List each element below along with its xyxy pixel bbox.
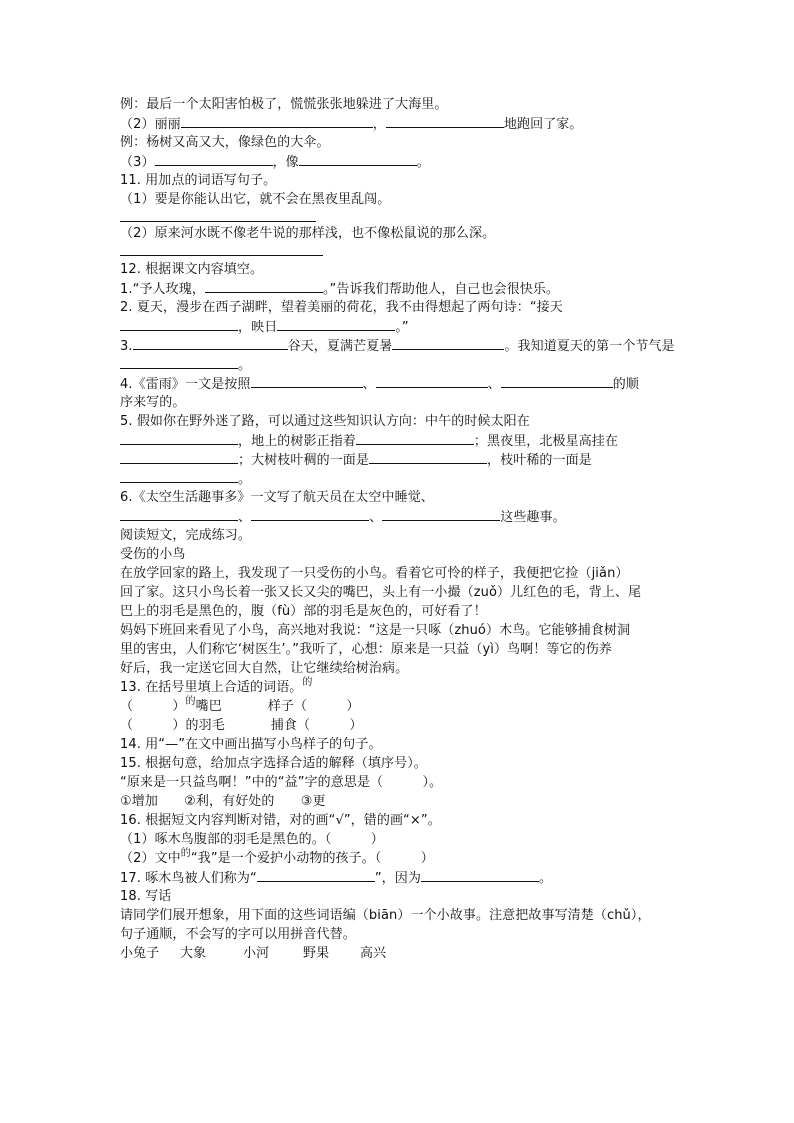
word-item: 野果 <box>303 946 330 961</box>
answer-blank[interactable] <box>392 336 504 350</box>
word-item: 大象 <box>180 946 207 961</box>
q16-title <box>120 811 680 830</box>
answer-blank[interactable] <box>120 450 238 464</box>
passage-text: 好后，我一定送它回大自然，让它继续给树治病。 <box>120 661 409 676</box>
q10-item-3 <box>120 152 680 171</box>
example-text: 例：杨树又高又大，像绿色的大伞。 <box>120 135 330 150</box>
answer-bracket[interactable]: 捕食（ ） <box>270 718 363 733</box>
answer-blank[interactable] <box>155 152 273 166</box>
answer-blank[interactable] <box>205 279 323 293</box>
item-text: 嘴巴 <box>195 699 222 714</box>
q11-title <box>120 171 680 190</box>
item-text: 17. 啄木鸟被人们称为“ <box>120 871 257 886</box>
item-text: ；大树枝叶稠的一面是 <box>238 453 370 468</box>
worksheet-content <box>120 95 680 963</box>
q13-row-2 <box>120 716 680 735</box>
item-text: 。我知道夏天的第一个节气是 <box>504 339 675 354</box>
item-text[interactable]: “原来是一只益鸟啊！”中的“益”字的意思是（ ）。 <box>120 775 443 790</box>
reading-intro <box>120 526 680 545</box>
question-title: 16. 根据短文内容判断对错，对的画“√”，错的画“×”。 <box>120 813 441 828</box>
question-title: 12. 根据课文内容填空。 <box>120 262 264 277</box>
q12-line-6-cont <box>120 507 680 526</box>
item-text: 、 <box>369 510 383 525</box>
passage-text: 巴上的羽毛是黑色的，腹（fù）部的羽毛是灰色的，可好看了！ <box>120 604 487 619</box>
section-intro: 阅读短文，完成练习。 <box>120 528 252 543</box>
item-text: 。 <box>238 472 252 487</box>
answer-bracket[interactable]: （ ） <box>120 699 186 714</box>
q12-line-5 <box>120 412 680 431</box>
answer-blank[interactable] <box>421 868 539 882</box>
question-title: 14. 用“—”在文中画出描写小鸟样子的句子。 <box>120 737 382 752</box>
item-text: 地跑回了家。 <box>503 117 583 132</box>
passage-title-text: 受伤的小鸟 <box>120 547 186 562</box>
q18-instructions-cont <box>120 925 680 944</box>
stray-mark: 的 <box>185 696 196 707</box>
q12-line-6 <box>120 488 680 507</box>
answer-blank[interactable] <box>386 114 504 128</box>
word-list <box>120 944 680 963</box>
item-text: （2）文中 <box>120 851 181 866</box>
q12-line-5-cont-1 <box>120 431 680 450</box>
options-text: ①增加 ②利，有好处的 ③更 <box>120 794 326 809</box>
q16-item-1 <box>120 830 680 849</box>
q12-line-2-cont <box>120 317 680 336</box>
item-text[interactable]: “我”是一个爱护小动物的孩子。（ ） <box>190 851 434 866</box>
item-text: ， <box>372 117 386 132</box>
passage-text: 在放学回家的路上，我发现了一只受伤的小鸟。看着它可怜的样子，我便把它捡（jiǎn） <box>120 566 629 581</box>
item-text: 、 <box>362 377 376 392</box>
passage-line <box>120 640 680 659</box>
passage-text: 回了家。这只小鸟长着一张又长又尖的嘴巴，头上有一小撮（zuǒ）儿红色的毛，背上、尾 <box>120 585 642 600</box>
item-text: （2）原来河水既不像老牛说的那样浅，也不像松鼠说的那么深。 <box>120 226 496 241</box>
q12-line-3-cont <box>120 355 680 374</box>
word-item: 小兔子 <box>120 946 160 961</box>
stray-mark: 的 <box>302 677 313 688</box>
item-label: （3） <box>120 155 155 170</box>
q15-title <box>120 754 680 773</box>
answer-bracket[interactable]: 样子（ ） <box>267 699 360 714</box>
q13-row-1 <box>120 697 680 716</box>
example-text: 例：最后一个太阳害怕极了，慌慌张张地躲进了大海里。 <box>120 97 448 112</box>
item-text: 4.《雷雨》一文是按照 <box>120 377 251 392</box>
item-text: 5. 假如你在野外迷了路，可以通过这些知识认方向：中午的时候太阳在 <box>120 414 530 429</box>
item-text[interactable]: （1）啄木鸟腹部的羽毛是黑色的。（ ） <box>120 832 384 847</box>
word-item: 高兴 <box>360 946 387 961</box>
q15-options <box>120 792 680 811</box>
answer-bracket[interactable]: （ ）的羽毛 <box>120 718 225 733</box>
question-title: 11. 用加点的词语写句子。 <box>120 173 277 188</box>
answer-blank[interactable] <box>356 431 474 445</box>
answer-blank[interactable] <box>120 355 238 369</box>
answer-blank[interactable] <box>251 507 369 521</box>
answer-line[interactable] <box>120 255 323 256</box>
answer-blank[interactable] <box>369 450 487 464</box>
passage-line <box>120 602 680 621</box>
answer-blank[interactable] <box>120 507 238 521</box>
q12-line-5-cont-3 <box>120 469 680 488</box>
q12-line-1 <box>120 279 680 298</box>
passage-text: 里的害虫，人们称它‘树医生’。”我听了，心想：原来是一只益（yì）鸟啊！等它的伤养 <box>120 642 612 657</box>
q11-item-2 <box>120 224 680 243</box>
passage-line <box>120 564 680 583</box>
q11-item-1 <box>120 190 680 209</box>
item-text: 谷天，夏满芒夏暑 <box>287 339 393 354</box>
item-text: 。” <box>395 320 409 335</box>
answer-blank[interactable] <box>277 317 395 331</box>
answer-blank[interactable] <box>376 374 488 388</box>
item-text: 。”告诉我们帮助他人，自己也会很快乐。 <box>322 282 560 297</box>
stray-mark: 的 <box>180 848 191 859</box>
q14-title <box>120 735 680 754</box>
answer-blank[interactable] <box>120 317 238 331</box>
item-text: 。 <box>416 155 430 170</box>
passage-line <box>120 583 680 602</box>
q18-instructions <box>120 906 680 925</box>
q12-line-2 <box>120 298 680 317</box>
q15-question <box>120 773 680 792</box>
q12-line-4 <box>120 374 680 393</box>
q12-line-5-cont-2 <box>120 450 680 469</box>
passage-title <box>120 545 680 564</box>
item-text: 序来写的。 <box>120 395 186 410</box>
question-title: 18. 写话 <box>120 889 172 904</box>
answer-blank[interactable] <box>251 374 363 388</box>
item-text: 请同学们展开想象，用下面的这些词语编（biān）一个小故事。注意把故事写清楚（chǔ）， <box>120 908 651 923</box>
q16-item-2 <box>120 849 680 868</box>
item-text: 句子通顺，不会写的字可以用拼音代替。 <box>120 927 356 942</box>
item-text: 。 <box>238 358 252 373</box>
item-text: （1）要是你能认出它，就不会在黑夜里乱闯。 <box>120 192 391 207</box>
answer-blank[interactable] <box>181 114 373 128</box>
word-item: 小河 <box>243 946 270 961</box>
example-sentence-1 <box>120 95 680 114</box>
item-text: 6.《太空生活趣事多》一文写了航天员在太空中睡觉、 <box>120 490 434 505</box>
q12-line-4-cont <box>120 393 680 412</box>
answer-blank[interactable] <box>501 374 613 388</box>
item-text: ，像 <box>272 155 299 170</box>
item-text: 3. <box>120 339 133 354</box>
item-text: 、 <box>487 377 501 392</box>
item-text: 1.“予人玫瑰， <box>120 282 205 297</box>
item-text: 这些趣事。 <box>500 510 566 525</box>
q12-line-3 <box>120 336 680 355</box>
passage-line <box>120 659 680 678</box>
question-title: 15. 根据句意，给加点字选择合适的解释（填序号）。 <box>120 756 427 771</box>
passage-line <box>120 621 680 640</box>
q13-title <box>120 678 680 697</box>
item-text: ，地上的树影正指着 <box>238 434 356 449</box>
passage-text: 妈妈下班回来看见了小鸟，高兴地对我说：“这是一只啄（zhuó）木鸟。它能够捕食树洞 <box>120 623 631 638</box>
item-text: ”，因为 <box>374 871 421 886</box>
item-label: （2）丽丽 <box>120 117 181 132</box>
answer-blank[interactable] <box>120 431 238 445</box>
item-text: ；黑夜里，北极星高挂在 <box>473 434 619 449</box>
item-text: 。 <box>538 871 553 886</box>
item-text: 、 <box>238 510 252 525</box>
answer-blank[interactable] <box>299 152 417 166</box>
answer-blank[interactable] <box>382 507 500 521</box>
answer-blank[interactable] <box>120 469 238 483</box>
q12-title <box>120 260 680 279</box>
q17 <box>120 868 680 887</box>
question-title: 13. 在括号里填上合适的词语。 <box>120 680 303 695</box>
item-text: 2. 夏天，漫步在西子湖畔，望着美丽的荷花，我不由得想起了两句诗：“接天 <box>120 300 563 315</box>
item-text: ，映日 <box>238 320 278 335</box>
item-text: 的顺 <box>612 377 639 392</box>
q18-title <box>120 887 680 906</box>
q10-item-2 <box>120 114 680 133</box>
answer-blank[interactable] <box>133 336 288 350</box>
example-sentence-2 <box>120 133 680 152</box>
answer-blank[interactable] <box>257 868 375 882</box>
answer-line[interactable] <box>120 221 316 222</box>
item-text: ，枝叶稀的一面是 <box>487 453 592 468</box>
